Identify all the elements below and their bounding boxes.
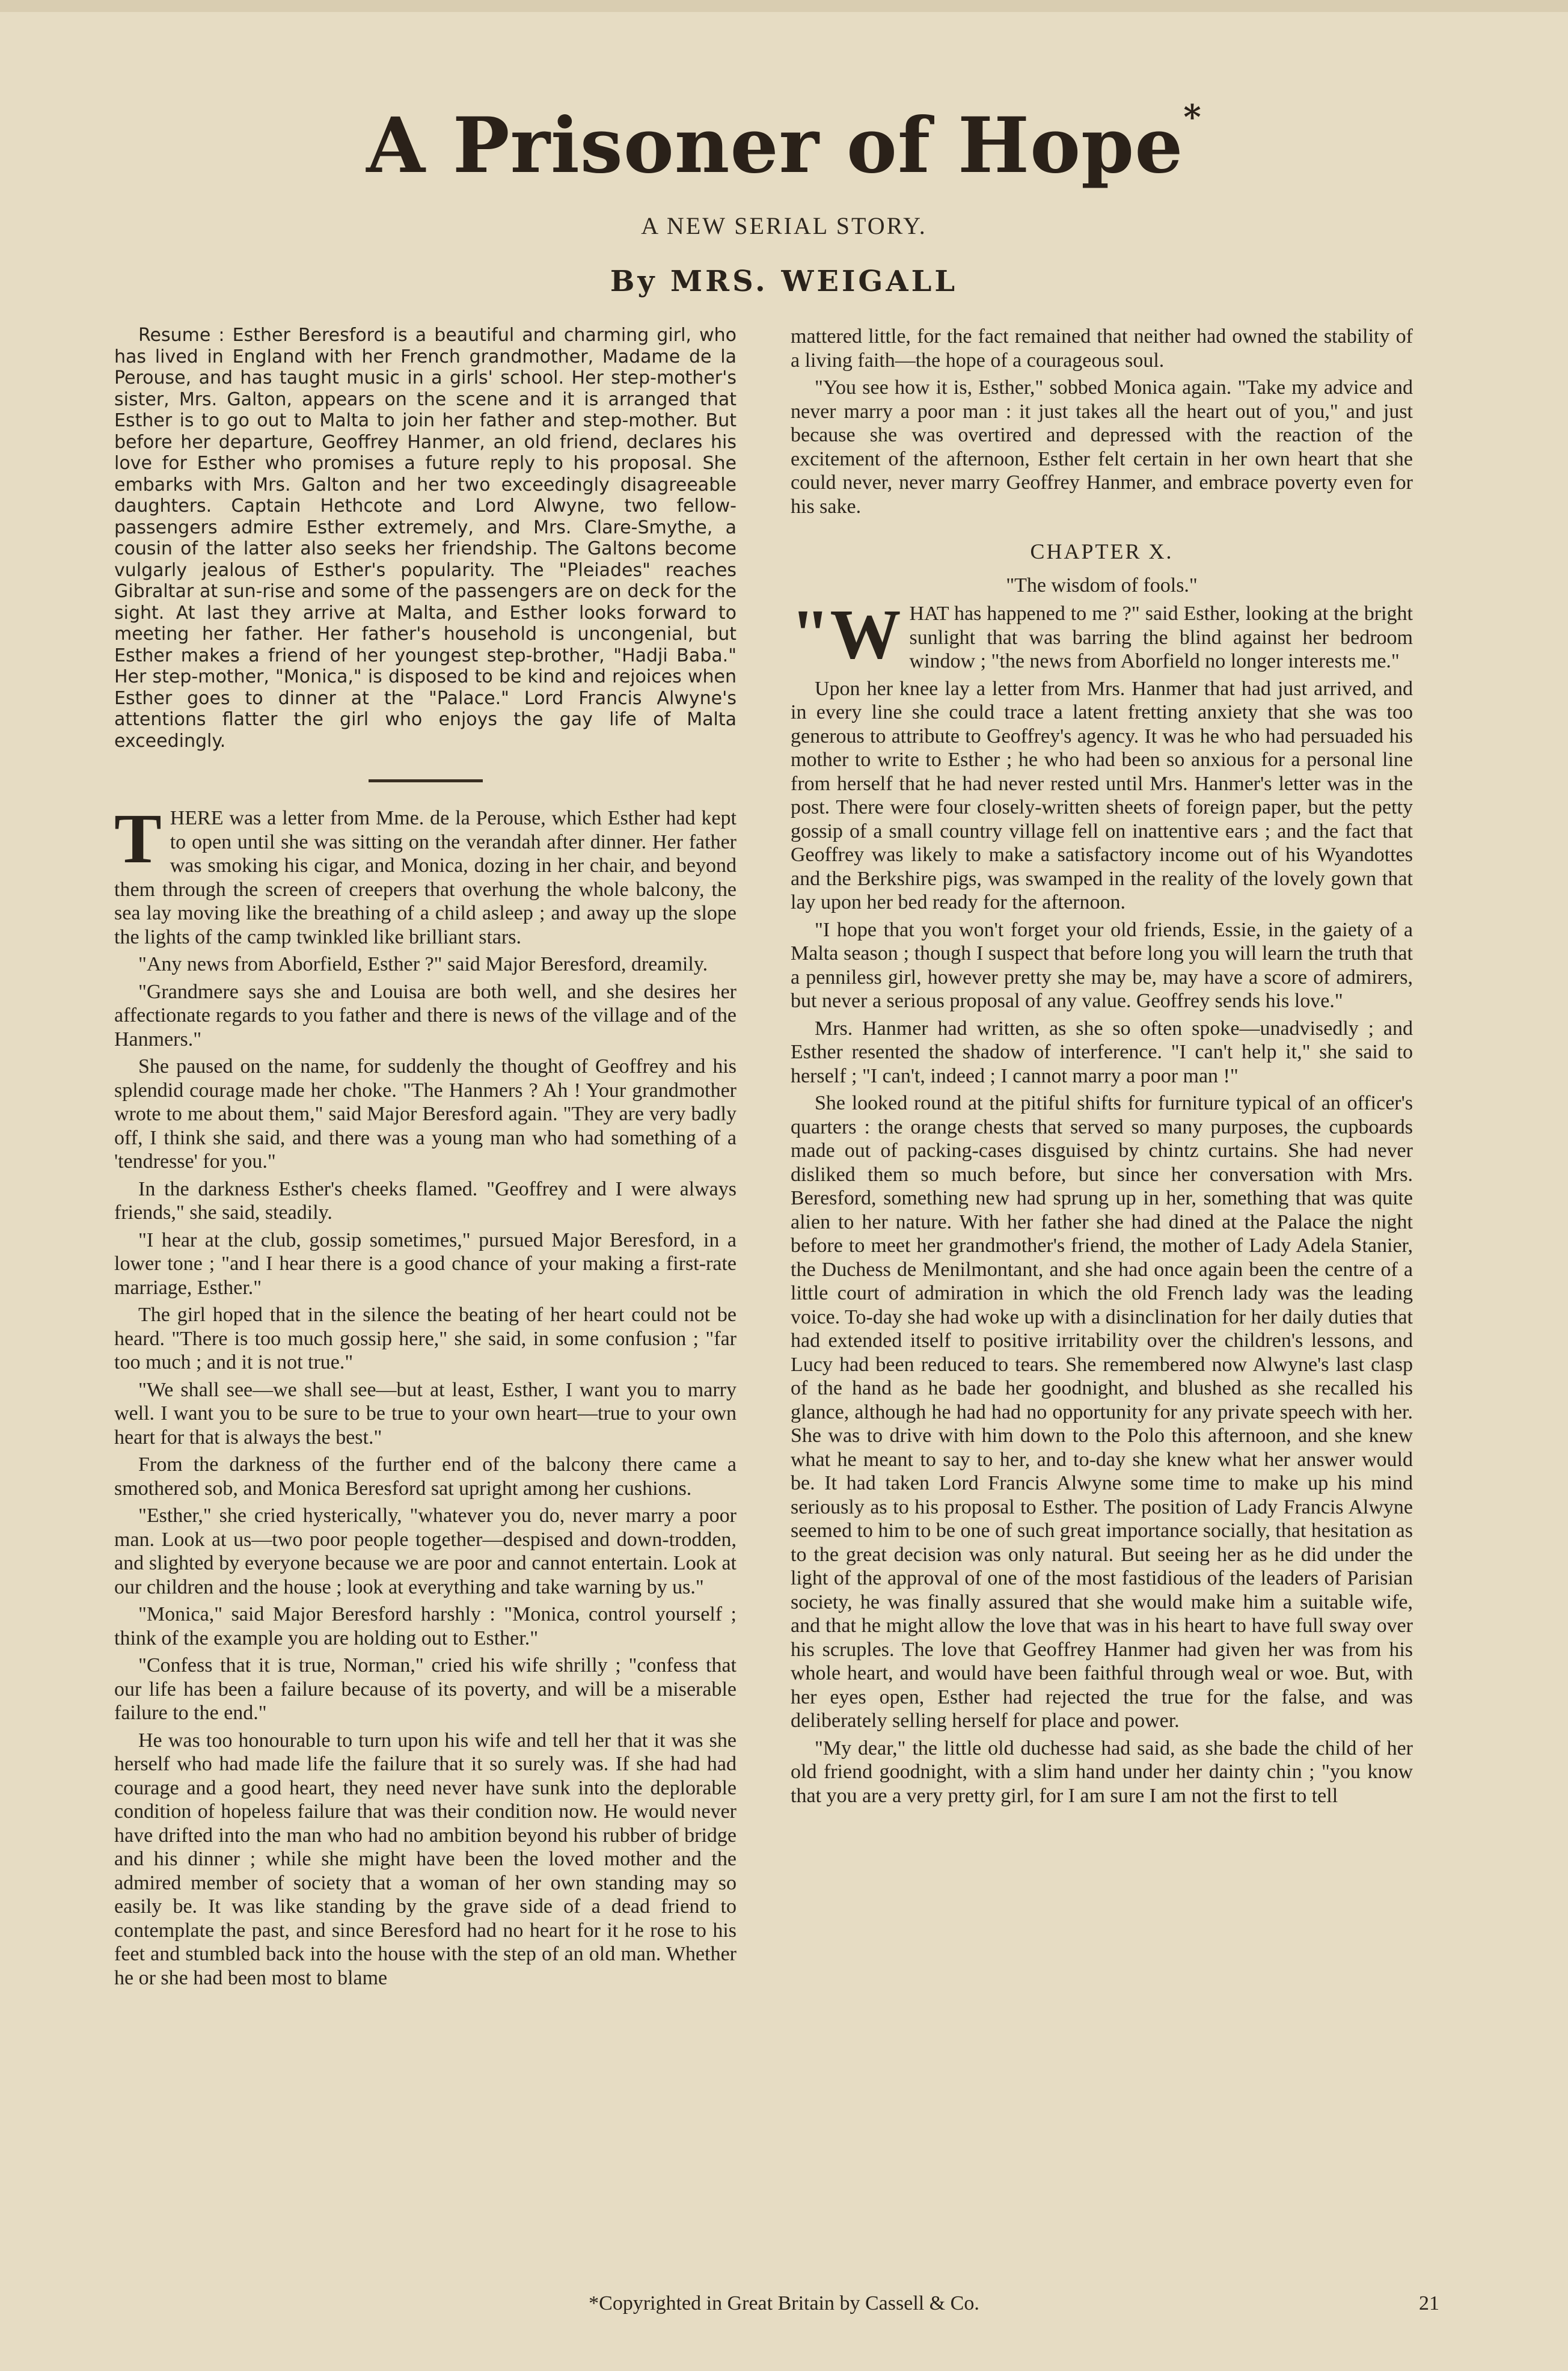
story-paragraph: She looked round at the pitiful shifts for furniture typical of an officer's quarters : the orange chests that served so many purposes, the cupboards made out of packing-cases disguised by chintz curtains. She had never disliked them so much before, but since her conversation with Mrs. Beresford, something new had sprung up in her, something that was quite alien to her nature. With her father she had dined at the Palace the night before to meet her grandmother's friend, the mother of Lady Adela Stanier, the Duchess de Menilmontant, and she had once again been the centre of a little court of admiration in which the old French lady was the leading voice. To-day she had woke up with a disinclination for her daily duties that had extended itself to positive irritability over the children's lessons, and Lucy had been reduced to tears. She remembered now Alwyne's last clasp of the hand as he bade her goodnight, and blushed as she recalled his glance, although he had had no opportunity for any private speech with her. She was to drive with him down to the Polo this afternoon, and she knew what he meant to say to her, and to-day she knew what her answer would be. It had taken Lord Francis Alwyne some time to make up his mind seriously as to his proposal to Esther. The position of Lady Francis Alwyne seemed to him to be one of such great importance socially, that hesitation as to the great decision was only natural. But seeing her as he did under the light of the approval of one of the most fastidious of the leaders of Parisian society, he was finally assured that she would make him a suitable wife, and that he might allow the love that was in his heart to have full sway over his scruples. The love that Geoffrey Hanmer had given her was from his whole heart, and would have been faithful through weal or woe. But, with her eyes open, Esther had rejected the true for the false, and was deliberately selling herself for place and power. [791, 1092, 1413, 1732]
chapter-subtitle: "The wisdom of fools." [1006, 574, 1198, 597]
story-paragraph: From the darkness of the further end of the balcony there came a smothered sob, and Monica Beresford sat upright among her cushions. [114, 1453, 737, 1500]
resume-paragraph: Resume : Esther Beresford is a beautiful and charming girl, who has lived in England with her French grandmother, Madame de la Perouse, and has taught music in a girls' school. Her step-mother's sister, Mrs. Galton, appears on the scene and it is arranged that Esther is to go out to Malta to join her father and step-mother. But before her departure, Geoffrey Hanmer, an old friend, declares his love for Esther who promises a future reply to his proposal. She embarks with Mrs. Galton and her two exceedingly disagreeable daughters. Captain Hethcote and Lord Alwyne, two fellow-passengers admire Esther extremely, and Mrs. Clare-Smythe, a cousin of the latter also seeks her friendship. The Galtons become vulgarly jealous of Esther's popularity. The "Pleiades" reaches Gibraltar at sun-rise and some of the passengers are on deck for the sight. At last they arrive at Malta, and Esther looks forward to meeting her father. Her father's household is uncongenial, but Esther makes a friend of her youngest step-brother, "Hadji Baba." Her step-mother, "Monica," is disposed to be kind and rejoices when Esther goes to dinner at the "Palace." Lord Francis Alwyne's attentions flatter the girl who enjoys the gay life of Malta exceedingly. [114, 325, 737, 752]
story-paragraph: The girl hoped that in the silence the beating of her heart could not be heard. "There is too much gossip here," she said, in some confusion ; "far too much ; and it is not true." [114, 1304, 737, 1373]
story-title-text: A Prisoner of Hope [366, 101, 1184, 190]
story-paragraph: "Esther," she cried hysterically, "whatever you do, never marry a poor man. Look at us—two poor people together—despised and down-trodden, and slighted by everyone because we are poor and cannot entertain. Look at our children and the house ; look at everything and take warning by us." [114, 1504, 737, 1598]
section-divider [369, 779, 483, 782]
story-paragraph: "I hope that you won't forget your old friends, Essie, in the gaiety of a Malta season ; though I suspect that before long you will learn the truth that a penniless girl, however pretty she may be, may have a score of admirers, but never a serious proposal of any value. Geoffrey sends his love." [791, 918, 1413, 1012]
chapter-opening-text: HAT has happened to me ?" said Esther, looking at the bright sunlight that was barring the blind against her bedroom window ; "the news from Aborfield no longer interests me." [909, 603, 1413, 672]
story-paragraph: He was too honourable to turn upon his wife and tell her that it was she herself who had made life the failure that it so surely was. If she had had courage and a good heart, they need never have sunk into the deplorable condition of hopeless failure that was their condition now. He would never have drifted into the man who had no ambition beyond his rubber of bridge and his dinner ; while she might have been the loved mother and the admired member of society that a woman of her own standing may so easily be. It was like standing by the grave side of a dead friend to contemplate the past, and since Beresford had no heart for it he rose to his feet and stumbled back into the house with the step of an old man. Whether he or she had been most to blame [114, 1729, 737, 1989]
story-paragraph: Mrs. Hanmer had written, as she so often spoke—unadvisedly ; and Esther resented the shadow of interference. "I can't help it," she said to herself ; "I can't, indeed ; I cannot marry a poor man !" [791, 1017, 1413, 1087]
story-paragraph: "My dear," the little old duchesse had said, as she bade the child of her old friend goodnight, with a slim hand under her dainty chin ; "you know that you are a very pretty girl, for I am sure I am not the first to tell [791, 1737, 1413, 1807]
story-subtitle: A NEW SERIAL STORY. [641, 212, 927, 239]
chapter-opening-paragraph [791, 595, 1413, 673]
copyright-footnote: *Copyrighted in Great Britain by Cassell & Co. [589, 2292, 979, 2314]
drop-cap-letter: T [114, 799, 162, 878]
story-paragraph: "Confess that it is true, Norman," cried his wife shrilly ; "confess that our life has been a failure because of its poverty, and will be a miserable failure to the end." [114, 1654, 737, 1724]
story-paragraph: Upon her knee lay a letter from Mrs. Hanmer that had just arrived, and in every line she could trace a latent fretting anxiety that she was too generous to attribute to Geoffrey's agency. It was he who had persuaded his mother to write to Esther ; he who had been so anxious for a personal line from herself that he had never rested until Mrs. Hanmer's letter was in the post. There were four closely-written sheets of foreign paper, but the petty gossip of a small country village fell on inattentive ears ; and the fact that Geoffrey was likely to make a satisfactory income out of his Wyandottes and the Berkshire pigs, was swamped in the reality of the lovely gown that lay upon her bed ready for the afternoon. [791, 677, 1413, 913]
title-footnote-mark: * [1183, 97, 1202, 137]
opening-paragraph [114, 799, 737, 949]
story-paragraph: "You see how it is, Esther," sobbed Monica again. "Take my advice and never marry a poor man : it just takes all the heart out of you," and just because she was overtired and depressed with the reaction of the excitement of the afternoon, Esther felt certain in her own heart that she could never, never marry Geoffrey Hanmer, and embrace poverty even for his sake. [791, 376, 1413, 518]
right-column [791, 325, 1413, 1811]
author-byline: By MRS. WEIGALL [610, 265, 958, 298]
story-paragraph: In the darkness Esther's cheeks flamed. "Geoffrey and I were always friends," she said, steadily. [114, 1177, 737, 1224]
page-number: 21 [1419, 2292, 1439, 2314]
story-paragraph: "Any news from Aborfield, Esther ?" said Major Beresford, dreamily. [138, 953, 708, 975]
chapter-heading: CHAPTER X. [1030, 539, 1174, 563]
story-paragraph: She paused on the name, for suddenly the thought of Geoffrey and his splendid courage made her choke. "The Hanmers ? Ah ! Your grandmother wrote to me about them," said Major Beresford again. "They are very badly off, I think she said, and there was a young man who had something of a 'tendresse' for you." [114, 1055, 737, 1173]
continued-paragraph: mattered little, for the fact remained that neither had owned the stability of a living faith—the hope of a courageous soul. [791, 325, 1413, 372]
left-column [114, 325, 737, 1993]
opening-paragraph-text: HERE was a letter from Mme. de la Perouse, which Esther had kept to open until she was sitting on the verandah after dinner. Her father was smoking his cigar, and Monica, dozing in her chair, and beyond them through the screen of creepers that overhung the whole balcony, the sea lay moving like the breathing of a child asleep ; and away up the slope the lights of the camp twinkled like brilliant stars. [114, 807, 737, 948]
story-paragraph: "Grandmere says she and Louisa are both well, and she desires her affectionate regards to you father and there is news of the village and of the Hanmers." [114, 980, 737, 1051]
story-paragraph: "I hear at the club, gossip sometimes," pursued Major Beresford, in a lower tone ; "and I hear there is a good chance of your making a first-rate marriage, Esther." [114, 1228, 737, 1299]
page-top-edge [0, 0, 1568, 12]
story-paragraph: "Monica," said Major Beresford harshly : "Monica, control yourself ; think of the example you are holding out to Esther." [114, 1603, 737, 1649]
story-title [0, 97, 1568, 190]
chapter-drop-cap: "W [791, 595, 901, 673]
story-paragraph: "We shall see—we shall see—but at least, Esther, I want you to marry well. I want you to be sure to be true to your own heart—true to your own heart for that is always the best." [114, 1378, 737, 1449]
